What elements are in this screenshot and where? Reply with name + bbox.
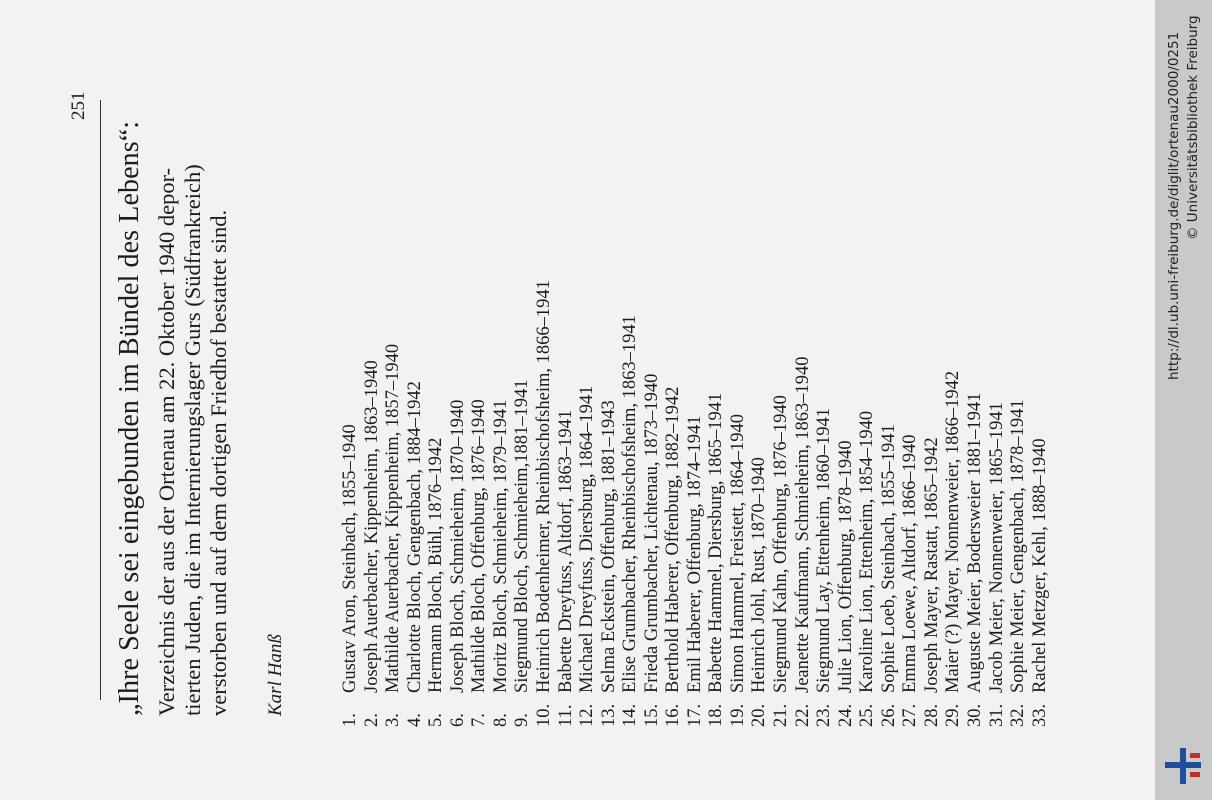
list-item-text: Elise Grumbacher, Rheinbischofsheim, 1863–1941 <box>620 315 641 693</box>
list-item-text: Michael Dreyfuss, Diersburg, 1864–1941 <box>577 385 598 693</box>
list-item-number: 2. <box>361 713 382 727</box>
list-item-number: 12. <box>577 703 598 727</box>
logo-accent <box>1190 753 1200 758</box>
list-item-text: Moritz Bloch, Schmieheim, 1879–1941 <box>490 399 511 693</box>
subtitle-line-1: Verzeichnis der aus der Ortenau am 22. Oktober 1940 depor- <box>154 167 179 716</box>
list-item-text: Simon Hammel, Freistett, 1864–1940 <box>727 413 748 693</box>
subtitle-line-3: verstorben und auf dem dortigen Friedhof bestattet sind. <box>206 209 231 716</box>
list-item-text: Jacob Meier, Nonnenweier, 1865–1941 <box>986 402 1007 693</box>
list-item-text: Sophie Loeb, Steinbach, 1855–1941 <box>878 424 899 693</box>
list-item-number: 13. <box>598 703 619 727</box>
list-item-number: 33. <box>1029 703 1050 727</box>
library-side-strip <box>1155 0 1212 800</box>
list-item-text: Heinrich Bodenheimer, Rheinbischofsheim, 1866–1941 <box>533 280 554 693</box>
list-item-text: Gustav Aron, Steinbach, 1855–1940 <box>340 424 360 693</box>
list-item-number: 14. <box>620 703 641 727</box>
list-item-text: Emma Loewe, Altdorf, 1866–1940 <box>900 434 921 693</box>
list-item-number: 25. <box>857 703 878 727</box>
list-item-number: 8. <box>490 713 511 727</box>
list-item-number: 18. <box>706 703 727 727</box>
list-item-text: Mathilde Bloch, Offenburg, 1876–1940 <box>469 399 490 693</box>
list-item-number: 28. <box>921 703 942 727</box>
list-item-number: 4. <box>404 713 425 727</box>
list-item-number: 10. <box>533 703 554 727</box>
side-strip-rotated <box>1155 0 1212 800</box>
list-item-number: 17. <box>684 703 705 727</box>
list-item-text: Siegmund Lay, Ettenheim, 1860–1941 <box>814 408 835 693</box>
list-item-number: 20. <box>749 703 770 727</box>
list-item-text: Heinrich Johl, Rust, 1870–1940 <box>749 457 770 693</box>
list-item-number: 23. <box>814 703 835 727</box>
list-item-text: Auguste Meier, Bodersweier 1881–1941 <box>964 392 985 693</box>
list-item-text: Rachel Metzger, Kehl, 1888–1940 <box>1029 438 1050 693</box>
list-item-number: 6. <box>447 713 468 727</box>
list-item-text: Maier (?) Mayer, Nonnenweier, 1866–1942 <box>943 370 964 693</box>
list-item-number: 9. <box>512 713 533 727</box>
list-item-text: Karoline Lion, Ettenheim, 1854–1940 <box>857 410 878 693</box>
list-item-number: 21. <box>771 703 791 727</box>
list-item-number: 1. <box>340 713 360 727</box>
page-number: 251 <box>68 91 89 120</box>
list-item-number: 29. <box>943 703 964 727</box>
list-item-number: 24. <box>835 703 856 727</box>
list-item-text: Berthold Haberer, Offenburg, 1882–1942 <box>663 386 684 693</box>
copyright-notice: © Universitätsbibliothek Freiburg <box>1185 15 1201 240</box>
list-item-text: Babette Dreyfuss, Altdorf, 1863–1941 <box>555 409 576 693</box>
list-item-number: 16. <box>663 703 684 727</box>
list-item-text: Jeanette Kaufmann, Schmieheim, 1863–1940 <box>792 356 813 693</box>
source-url-link[interactable]: http://dl.ub.uni-freiburg.de/diglit/ortenau2000/0251 <box>1166 31 1182 380</box>
list-item-number: 19. <box>727 703 748 727</box>
list-item-number: 15. <box>641 703 662 727</box>
list-item-text: Frieda Grumbacher, Lichtenau, 1873–1940 <box>641 373 662 693</box>
list-item-text: Siegmund Kahn, Offenburg, 1876–1940 <box>771 395 791 693</box>
list-item-text: Siegmund Bloch, Schmieheim,1881–1941 <box>512 379 533 693</box>
library-logo-icon <box>1163 748 1203 784</box>
list-item-text: Charlotte Bloch, Gengenbach, 1884–1942 <box>404 381 425 693</box>
list-item-text: Emil Haberer, Offenburg, 1874–1941 <box>684 415 705 693</box>
list-item-text: Joseph Bloch, Schmieheim, 1870–1940 <box>447 399 468 693</box>
list-item-text: Hermann Bloch, Bühl, 1876–1942 <box>426 437 447 693</box>
list-item-text: Mathilde Auerbacher, Kippenheim, 1857–1940 <box>383 343 404 693</box>
list-item-number: 7. <box>469 713 490 727</box>
header-rule <box>100 100 101 700</box>
list-item-text: Babette Hammel, Diersburg, 1865–1941 <box>706 392 727 693</box>
logo-accent <box>1190 772 1200 777</box>
list-item-number: 11. <box>555 704 576 727</box>
list-item-text: Joseph Auerbacher, Kippenheim, 1863–1940 <box>361 360 382 693</box>
list-item-number: 32. <box>1008 703 1029 727</box>
list-item-text: Selma Eckstein, Offenburg, 1881–1943 <box>598 400 619 693</box>
list-item-number: 30. <box>964 703 985 727</box>
list-item-text: Joseph Mayer, Rastatt, 1865–1942 <box>921 437 942 693</box>
author-name: Karl Hanß <box>265 634 286 716</box>
list-item-number: 3. <box>383 713 404 727</box>
list-item-number: 26. <box>878 703 899 727</box>
list-item-number: 31. <box>986 703 1007 727</box>
list-item-number: 5. <box>426 713 447 727</box>
subtitle-line-2: tierten Juden, die im Internierungslager Gurs (Südfrankreich) <box>180 164 205 716</box>
article-title: „Ihre Seele sei eingebunden im Bündel des Lebens“: <box>114 120 145 716</box>
list-item-number: 22. <box>792 703 813 727</box>
logo-bar <box>1180 748 1186 784</box>
list-item-number: 27. <box>900 703 921 727</box>
list-item-text: Julie Lion, Offenburg, 1878–1940 <box>835 440 856 693</box>
list-item-text: Sophie Meier, Gengenbach, 1878–1941 <box>1008 399 1029 693</box>
